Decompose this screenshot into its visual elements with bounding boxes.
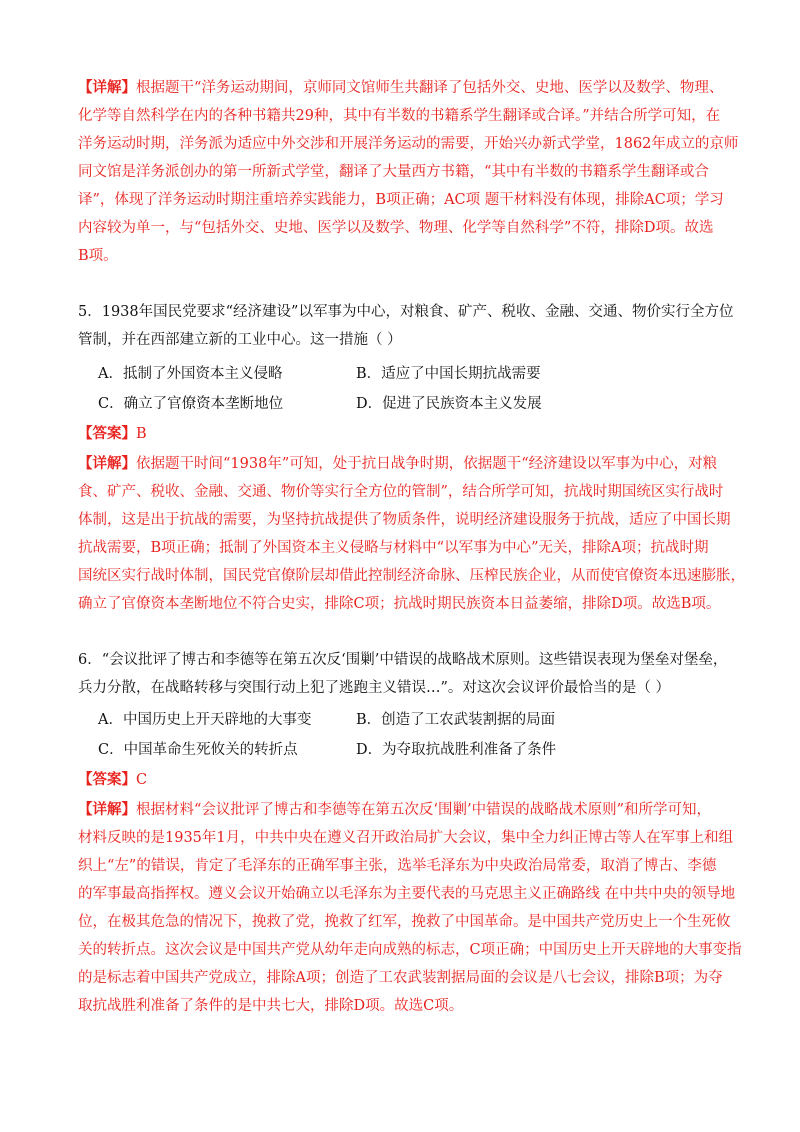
detail-tag: 【详解】 [78, 801, 136, 818]
options-row [98, 392, 658, 422]
q6-detail-line: 关的转折点。这次会议是中国共产党从幼年走向成熟的标志，C项正确；中国历史上开天辟地的大事变指 [78, 942, 742, 958]
q5-answer [78, 420, 726, 448]
answer-tag: 【答案】 [78, 425, 136, 442]
q6-detail-line: 取抗战胜利准备了条件的是中共七大，排除D项。故选C项。 [78, 998, 464, 1014]
q6-detail-line: 织上“左”的错误，肯定了毛泽东的正确军事主张，选举毛泽东为中央政治局常委，取消了博古、李德 [78, 858, 717, 874]
q6-stem [78, 646, 726, 702]
q4-detail-line: 化学等自然科学在内的各种书籍共29种，其中有半数的书籍系学生翻译或合译。”并结合所学可知，在 [78, 108, 721, 124]
q5-option-d: D．促进了民族资本主义发展 [356, 396, 542, 412]
q5-stem [78, 298, 734, 354]
q5-detail-line: 抗战需要，B项正确；抵制了外国资本主义侵略与材料中“以军事为中心”无关，排除A项；抗战时期 [78, 540, 709, 556]
q5-options [98, 362, 658, 422]
q5-detail-line: 食、矿产、税收、金融、交通、物价等实行全方位的管制”，结合所学可知，抗战时期国统区实行战时 [78, 484, 724, 500]
q5-option-c: C．确立了官僚资本垄断地位 [98, 396, 284, 412]
q6-stem-line: 6．“会议批评了博古和李德等在第五次反‘围剿’中错误的战略战术原则。这些错误表现为堡垒对堡垒， [78, 652, 728, 668]
q6-options [98, 708, 658, 768]
q6-detail-line: 的军事最高指挥权。遵义会议开始确立以毛泽东为主要代表的马克思主义正确路线 在中共中央的领导地 [78, 886, 736, 902]
q5-option-a: A．抵制了外国资本主义侵略 [98, 366, 283, 382]
options-row [98, 738, 658, 768]
answer-tag: 【答案】 [78, 771, 136, 788]
q6-option-c: C．中国革命生死攸关的转折点 [98, 742, 298, 758]
q4-detail-line: 根据题干“洋务运动期间，京师同文馆师生共翻译了包括外交、史地、医学以及数学、物理、 [136, 80, 724, 96]
detail-tag: 【详解】 [78, 79, 136, 96]
q6-answer-value: C [136, 772, 148, 788]
q5-option-b: B．适应了中国长期抗战需要 [356, 366, 541, 382]
q4-detail-line: 同文馆是洋务派创办的第一所新式学堂，翻译了大量西方书籍，“其中有半数的书籍系学生翻译或合 [78, 164, 709, 180]
options-row [98, 362, 658, 392]
q6-option-d: D．为夺取抗战胜利准备了条件 [356, 742, 557, 758]
q6-option-a: A．中国历史上开天辟地的大事变 [98, 712, 312, 728]
q4-detail-line: 洋务运动时期，洋务派为适应中外交涉和开展洋务运动的需要，开始兴办新式学堂，1862年成立的京师 [78, 136, 739, 152]
q6-detail-line: 根据材料“会议批评了博古和李德等在第五次反‘围剿’中错误的战略战术原则”和所学可知， [136, 802, 712, 818]
q6-stem-line: 兵力分散，在战略转移与突围行动上犯了逃跑主义错误…”。对这次会议评价最恰当的是（ ） [78, 680, 671, 696]
q6-answer [78, 766, 726, 794]
q5-answer-value: B [136, 426, 147, 442]
q5-detail-line: 确立了官僚资本垄断地位不符合史实，排除C项；抗战时期民族资本日益萎缩，排除D项。故选B项。 [78, 596, 721, 612]
q5-detail [78, 450, 745, 618]
q5-detail-line: 依据题干时间“1938年”可知，处于抗日战争时期，依据题干“经济建设以军事为中心，对粮 [136, 456, 718, 472]
q4-detail-line: 内容较为单一，与“包括外交、史地、医学以及数学、物理、化学等自然科学”不符，排除D项。故选 [78, 220, 714, 236]
q5-stem-line: 5．1938年国民党要求“经济建设”以军事为中心，对粮食、矿产、税收、金融、交通、物价实行全方位 [78, 304, 734, 320]
options-row [98, 708, 658, 738]
q6-detail-line: 的是标志着中国共产党成立，排除A项；创造了工农武装割据局面的会议是八七会议，排除B项；为夺 [78, 970, 723, 986]
q5-stem-line: 管制，并在西部建立新的工业中心。这一措施（ ） [78, 332, 402, 348]
detail-tag: 【详解】 [78, 455, 136, 472]
q4-detail [78, 74, 739, 270]
q4-detail-line: 译”，体现了洋务运动时期注重培养实践能力，B项正确；AC项 题干材料没有体现，排除AC项；学习 [78, 192, 724, 208]
q5-detail-line: 体制，这是出于抗战的需要，为坚持抗战提供了物质条件，说明经济建设服务于抗战，适应了中国长期 [78, 512, 731, 528]
q5-detail-line: 国统区实行战时体制，国民党官僚阶层却借此控制经济命脉、压榨民族企业，从而使官僚资本迅速膨胀， [78, 568, 745, 584]
q4-detail-line: B项。 [78, 248, 118, 264]
q6-option-b: B．创造了工农武装割据的局面 [356, 712, 556, 728]
q6-detail-line: 位，在极其危急的情况下，挽救了党，挽救了红军，挽救了中国革命。是中国共产党历史上一个生死攸 [78, 914, 731, 930]
q6-detail-line: 材料反映的是1935年1月，中共中央在遵义召开政治局扩大会议，集中全力纠正博古等人在军事上和组 [78, 830, 734, 846]
q6-detail [78, 796, 742, 1020]
